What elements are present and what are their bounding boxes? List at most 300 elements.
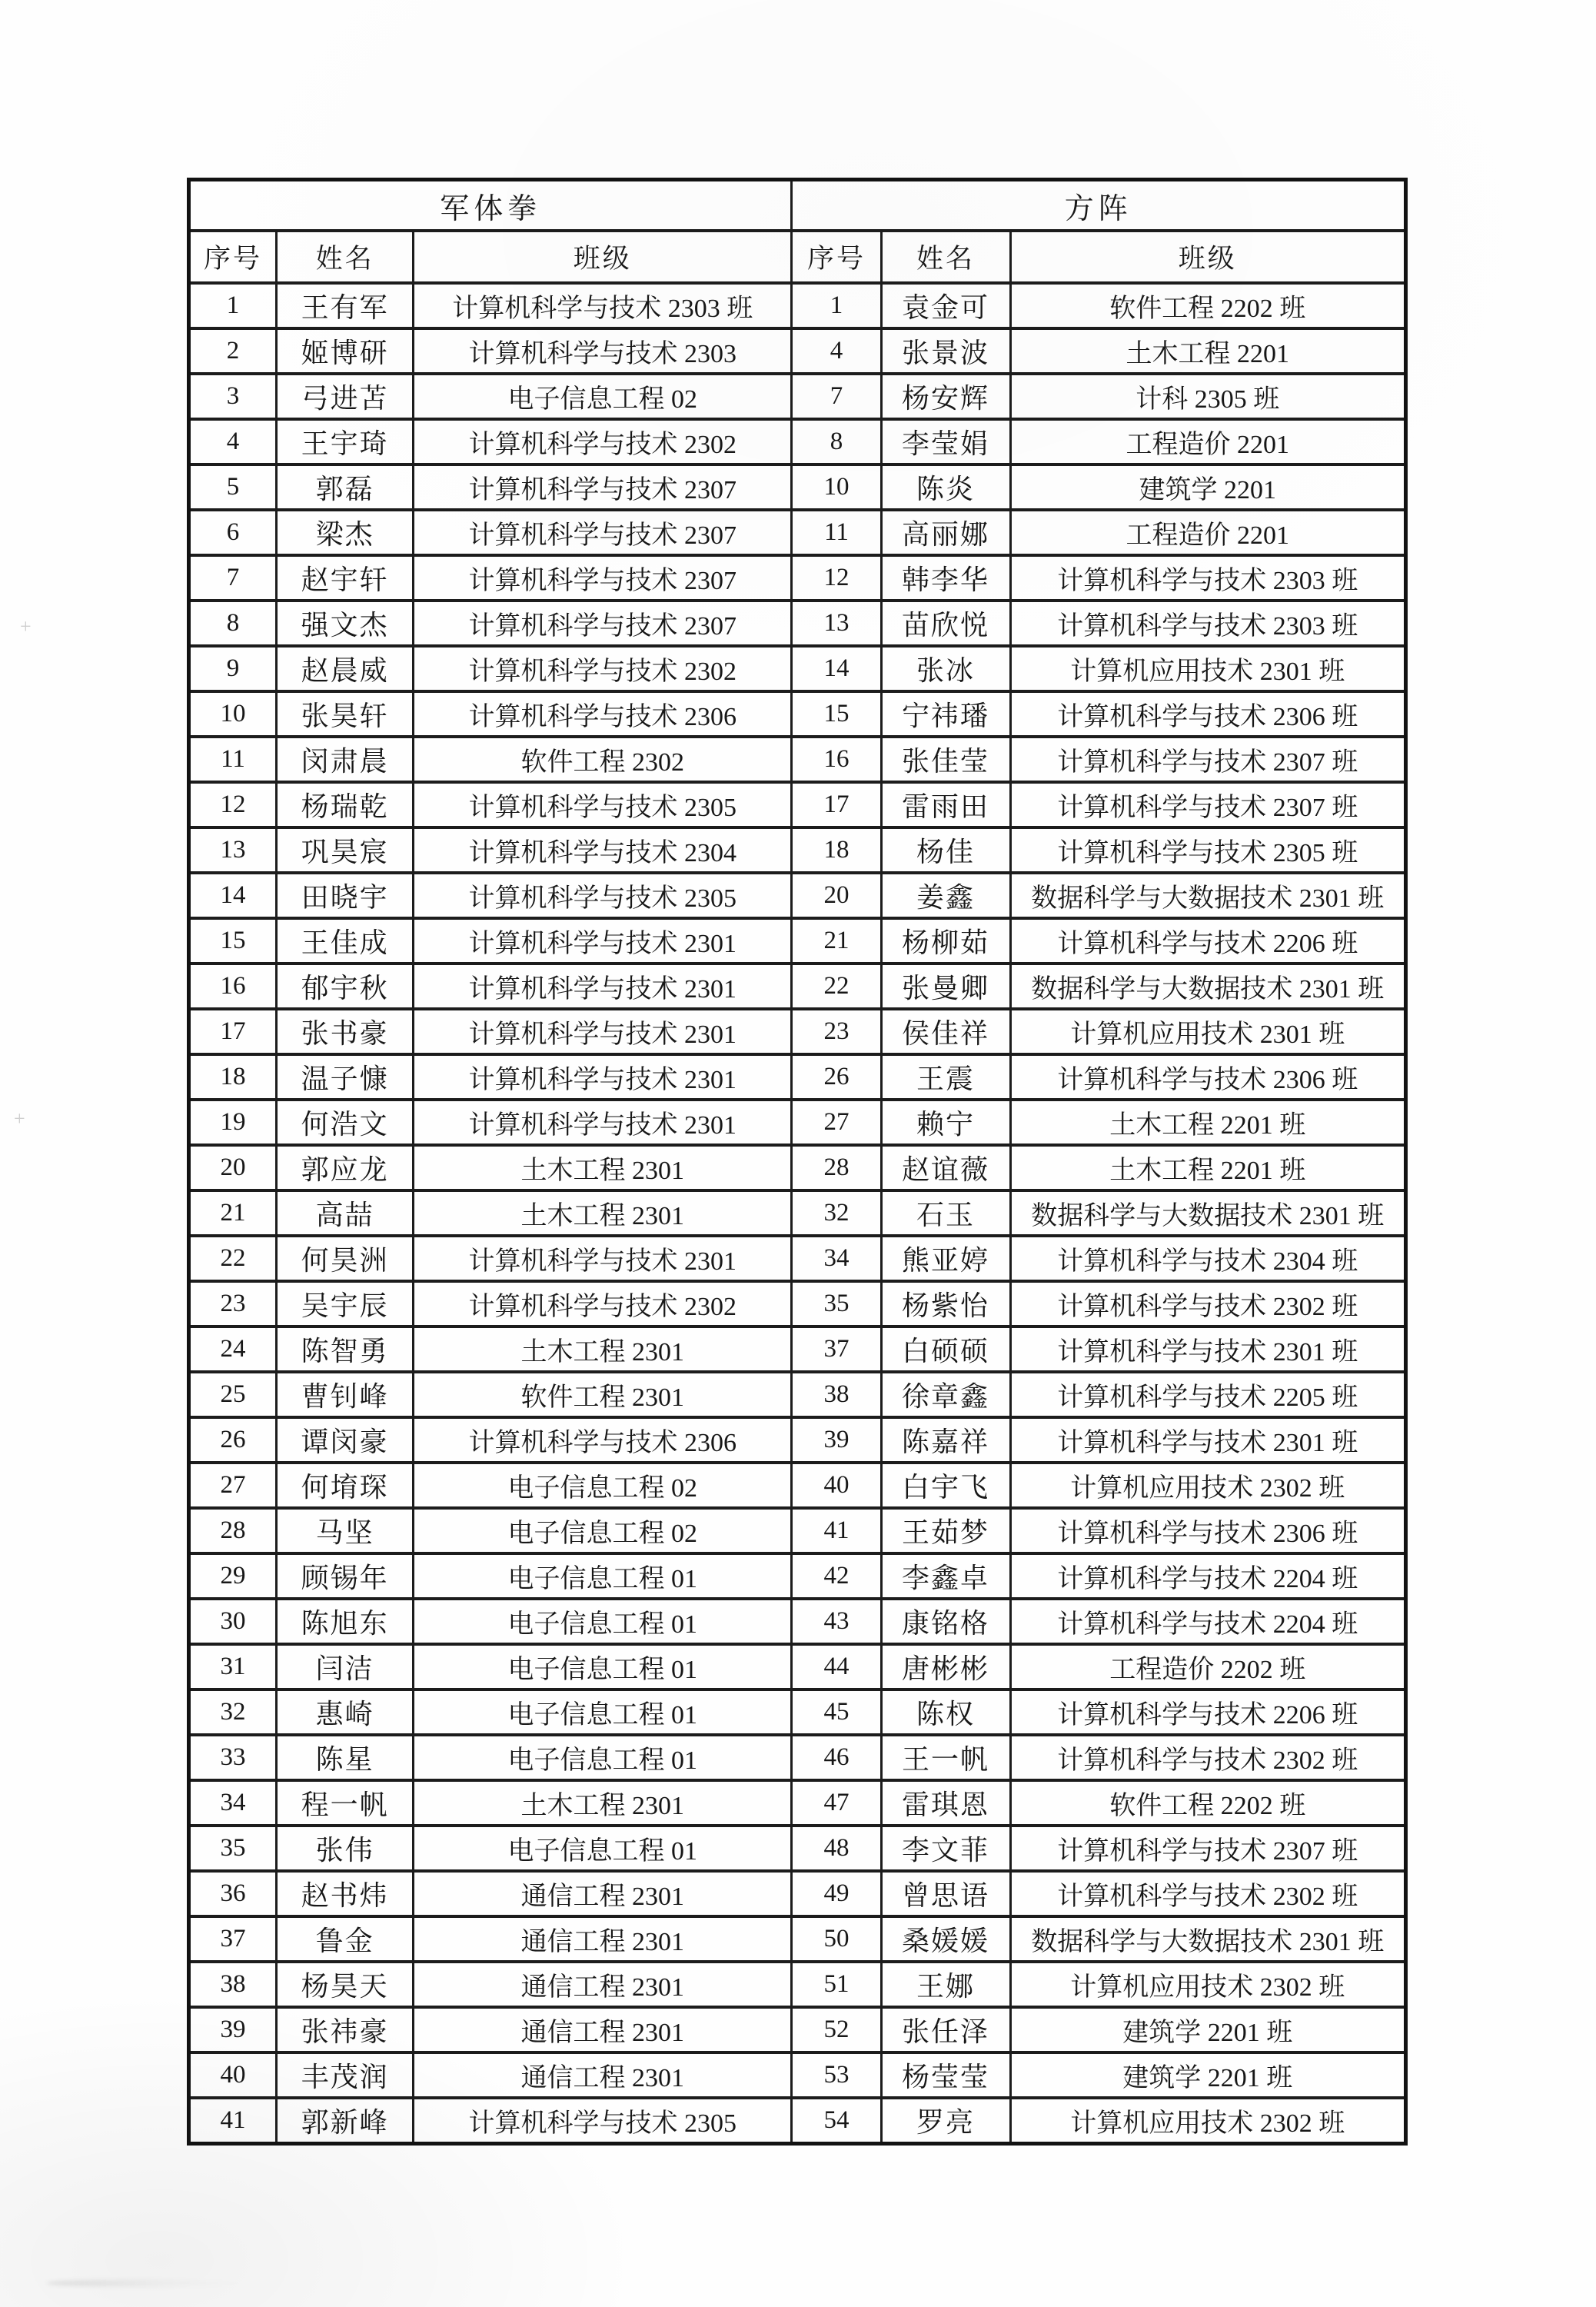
column-header: 序号 (189, 231, 277, 283)
cell-no: 50 (792, 1916, 881, 1962)
cell-name: 陈权 (881, 1689, 1010, 1735)
cell-no: 26 (189, 1417, 277, 1463)
cell-name: 徐章鑫 (881, 1372, 1010, 1417)
cell-no: 8 (189, 601, 277, 646)
cell-no: 10 (792, 464, 881, 510)
table-row (189, 646, 1406, 691)
cell-name: 闵肃晨 (277, 737, 414, 782)
cell-no: 8 (792, 419, 881, 464)
cell-name: 王一帆 (881, 1735, 1010, 1780)
cell-no: 23 (792, 1009, 881, 1054)
cell-no: 18 (189, 1054, 277, 1100)
column-header-row (189, 231, 1406, 283)
cell-name: 苗欣悦 (881, 601, 1010, 646)
cell-name: 杨莹莹 (881, 2052, 1010, 2098)
cell-no: 41 (792, 1508, 881, 1553)
cell-cls: 土木工程 2301 (414, 1327, 792, 1372)
cell-cls: 通信工程 2301 (414, 1962, 792, 2007)
cell-no: 1 (792, 283, 881, 328)
cell-name: 陈星 (277, 1735, 414, 1780)
cell-cls: 计算机科学与技术 2303 班 (414, 283, 792, 328)
table-row (189, 1780, 1406, 1826)
cell-no: 35 (189, 1826, 277, 1871)
cell-name: 罗亮 (881, 2098, 1010, 2143)
cell-no: 35 (792, 1281, 881, 1327)
cell-cls: 计算机科学与技术 2204 班 (1010, 1599, 1405, 1644)
cell-no: 27 (189, 1463, 277, 1508)
cell-no: 51 (792, 1962, 881, 2007)
cell-name: 赵晨威 (277, 646, 414, 691)
cell-name: 石玉 (881, 1190, 1010, 1236)
cell-name: 杨紫怡 (881, 1281, 1010, 1327)
column-header: 姓名 (277, 231, 414, 283)
cell-cls: 计算机应用技术 2301 班 (1010, 1009, 1405, 1054)
cell-no: 28 (792, 1145, 881, 1190)
cell-name: 陈嘉祥 (881, 1417, 1010, 1463)
cell-cls: 计算机科学与技术 2302 (414, 419, 792, 464)
cell-no: 26 (792, 1054, 881, 1100)
cell-cls: 电子信息工程 01 (414, 1689, 792, 1735)
cell-no: 16 (792, 737, 881, 782)
cell-name: 巩昊宸 (277, 827, 414, 873)
cell-name: 郭磊 (277, 464, 414, 510)
cell-cls: 计算机科学与技术 2302 班 (1010, 1871, 1405, 1916)
cell-cls: 通信工程 2301 (414, 1871, 792, 1916)
cell-no: 10 (189, 691, 277, 737)
cell-cls: 计算机科学与技术 2206 班 (1010, 918, 1405, 964)
cell-no: 7 (792, 374, 881, 419)
cell-no: 41 (189, 2098, 277, 2143)
cell-name: 唐彬彬 (881, 1644, 1010, 1689)
cell-no: 20 (189, 1145, 277, 1190)
cell-name: 赵书炜 (277, 1871, 414, 1916)
table-row (189, 827, 1406, 873)
cell-no: 31 (189, 1644, 277, 1689)
cell-cls: 土木工程 2201 班 (1010, 1100, 1405, 1145)
cell-no: 32 (792, 1190, 881, 1236)
cell-no: 52 (792, 2007, 881, 2052)
cell-name: 鲁金 (277, 1916, 414, 1962)
cell-name: 姬博研 (277, 328, 414, 374)
cell-cls: 计算机科学与技术 2301 班 (1010, 1417, 1405, 1463)
cell-no: 37 (189, 1916, 277, 1962)
cell-name: 赵谊薇 (881, 1145, 1010, 1190)
table-row (189, 1735, 1406, 1780)
cell-cls: 电子信息工程 01 (414, 1735, 792, 1780)
cell-cls: 计算机科学与技术 2305 (414, 873, 792, 918)
cell-name: 张曼卿 (881, 964, 1010, 1009)
cell-cls: 计算机科学与技术 2305 班 (1010, 827, 1405, 873)
cell-name: 梁杰 (277, 510, 414, 555)
cell-name: 张祎豪 (277, 2007, 414, 2052)
cell-cls: 计算机科学与技术 2307 (414, 464, 792, 510)
cell-no: 4 (189, 419, 277, 464)
cell-no: 23 (189, 1281, 277, 1327)
cell-cls: 计算机科学与技术 2307 (414, 555, 792, 601)
cell-name: 宁祎璠 (881, 691, 1010, 737)
cell-cls: 建筑学 2201 (1010, 464, 1405, 510)
left-table-title: 军体拳 (189, 180, 792, 231)
cell-name: 何堉琛 (277, 1463, 414, 1508)
cell-no: 17 (189, 1009, 277, 1054)
cell-name: 杨昊天 (277, 1962, 414, 2007)
cell-cls: 电子信息工程 01 (414, 1553, 792, 1599)
cell-name: 王有军 (277, 283, 414, 328)
cell-name: 杨柳茹 (881, 918, 1010, 964)
cell-cls: 数据科学与大数据技术 2301 班 (1010, 873, 1405, 918)
cell-no: 12 (792, 555, 881, 601)
table-row (189, 737, 1406, 782)
scan-smudge (46, 2279, 246, 2287)
cell-cls: 计算机科学与技术 2303 班 (1010, 555, 1405, 601)
cell-no: 34 (189, 1780, 277, 1826)
cell-name: 张昊轩 (277, 691, 414, 737)
cell-no: 39 (189, 2007, 277, 2052)
cell-cls: 计算机科学与技术 2303 (414, 328, 792, 374)
cell-cls: 工程造价 2202 班 (1010, 1644, 1405, 1689)
cell-no: 38 (792, 1372, 881, 1417)
cell-cls: 工程造价 2201 (1010, 510, 1405, 555)
cell-no: 1 (189, 283, 277, 328)
cell-no: 49 (792, 1871, 881, 1916)
table-row (189, 1463, 1406, 1508)
cell-no: 14 (189, 873, 277, 918)
cell-name: 郭应龙 (277, 1145, 414, 1190)
cell-name: 吴宇辰 (277, 1281, 414, 1327)
cell-no: 12 (189, 782, 277, 827)
table-row (189, 2052, 1406, 2098)
cell-no: 40 (189, 2052, 277, 2098)
cell-name: 李鑫卓 (881, 1553, 1010, 1599)
cell-cls: 计算机科学与技术 2302 班 (1010, 1281, 1405, 1327)
cell-cls: 软件工程 2302 (414, 737, 792, 782)
table-row (189, 782, 1406, 827)
table-row (189, 1100, 1406, 1145)
cell-cls: 电子信息工程 02 (414, 374, 792, 419)
cell-name: 赵宇轩 (277, 555, 414, 601)
cell-name: 张景波 (881, 328, 1010, 374)
cell-name: 温子慷 (277, 1054, 414, 1100)
cell-name: 惠崎 (277, 1689, 414, 1735)
cell-name: 程一帆 (277, 1780, 414, 1826)
cell-name: 陈炎 (881, 464, 1010, 510)
scan-artifact: + (14, 1107, 25, 1130)
table-row (189, 2098, 1406, 2143)
cell-cls: 计算机科学与技术 2301 (414, 1054, 792, 1100)
cell-no: 15 (189, 918, 277, 964)
cell-cls: 计算机科学与技术 2302 (414, 1281, 792, 1327)
cell-cls: 建筑学 2201 班 (1010, 2007, 1405, 2052)
cell-no: 33 (189, 1735, 277, 1780)
cell-cls: 计算机科学与技术 2303 班 (1010, 601, 1405, 646)
cell-name: 王娜 (881, 1962, 1010, 2007)
cell-no: 21 (792, 918, 881, 964)
column-header: 班级 (414, 231, 792, 283)
cell-cls: 软件工程 2301 (414, 1372, 792, 1417)
cell-no: 30 (189, 1599, 277, 1644)
cell-cls: 电子信息工程 01 (414, 1644, 792, 1689)
cell-cls: 通信工程 2301 (414, 2052, 792, 2098)
cell-no: 36 (189, 1871, 277, 1916)
cell-cls: 工程造价 2201 (1010, 419, 1405, 464)
cell-name: 王宇琦 (277, 419, 414, 464)
cell-name: 熊亚婷 (881, 1236, 1010, 1281)
cell-name: 郭新峰 (277, 2098, 414, 2143)
table-row (189, 1508, 1406, 1553)
cell-name: 袁金可 (881, 283, 1010, 328)
cell-cls: 计算机科学与技术 2301 班 (1010, 1327, 1405, 1372)
group-header-row (189, 180, 1406, 231)
cell-name: 侯佳祥 (881, 1009, 1010, 1054)
cell-name: 何昊洲 (277, 1236, 414, 1281)
cell-no: 25 (189, 1372, 277, 1417)
cell-no: 9 (189, 646, 277, 691)
cell-no: 43 (792, 1599, 881, 1644)
cell-cls: 计算机应用技术 2302 班 (1010, 1463, 1405, 1508)
table-row (189, 1826, 1406, 1871)
table-row (189, 1145, 1406, 1190)
cell-no: 27 (792, 1100, 881, 1145)
cell-name: 马坚 (277, 1508, 414, 1553)
cell-cls: 土木工程 2301 (414, 1190, 792, 1236)
table-row (189, 419, 1406, 464)
cell-no: 17 (792, 782, 881, 827)
cell-name: 弓进苫 (277, 374, 414, 419)
cell-no: 2 (189, 328, 277, 374)
cell-cls: 计算机科学与技术 2306 班 (1010, 1508, 1405, 1553)
table-row (189, 1281, 1406, 1327)
cell-name: 张书豪 (277, 1009, 414, 1054)
cell-cls: 数据科学与大数据技术 2301 班 (1010, 1916, 1405, 1962)
cell-name: 雷雨田 (881, 782, 1010, 827)
cell-cls: 计算机应用技术 2302 班 (1010, 1962, 1405, 2007)
cell-cls: 计算机科学与技术 2301 (414, 1009, 792, 1054)
cell-name: 杨瑞乾 (277, 782, 414, 827)
cell-cls: 计算机科学与技术 2306 班 (1010, 691, 1405, 737)
cell-cls: 电子信息工程 01 (414, 1599, 792, 1644)
cell-cls: 计算机科学与技术 2301 (414, 964, 792, 1009)
cell-no: 44 (792, 1644, 881, 1689)
cell-name: 白硕硕 (881, 1327, 1010, 1372)
cell-cls: 计算机科学与技术 2205 班 (1010, 1372, 1405, 1417)
cell-cls: 通信工程 2301 (414, 1916, 792, 1962)
cell-no: 7 (189, 555, 277, 601)
table-row (189, 1009, 1406, 1054)
cell-no: 38 (189, 1962, 277, 2007)
cell-name: 李莹娟 (881, 419, 1010, 464)
cell-name: 曹钊峰 (277, 1372, 414, 1417)
table-row (189, 1327, 1406, 1372)
cell-no: 54 (792, 2098, 881, 2143)
cell-name: 韩李华 (881, 555, 1010, 601)
cell-name: 田晓宇 (277, 873, 414, 918)
cell-cls: 计算机科学与技术 2301 (414, 1100, 792, 1145)
cell-name: 杨安辉 (881, 374, 1010, 419)
cell-cls: 计算机科学与技术 2305 (414, 2098, 792, 2143)
cell-name: 高喆 (277, 1190, 414, 1236)
cell-cls: 计算机科学与技术 2307 (414, 510, 792, 555)
cell-no: 16 (189, 964, 277, 1009)
cell-name: 顾锡年 (277, 1553, 414, 1599)
cell-cls: 计算机科学与技术 2306 (414, 1417, 792, 1463)
table-row (189, 1054, 1406, 1100)
cell-no: 21 (189, 1190, 277, 1236)
cell-cls: 土木工程 2301 (414, 1780, 792, 1826)
cell-cls: 计算机科学与技术 2307 (414, 601, 792, 646)
table-row (189, 555, 1406, 601)
cell-cls: 软件工程 2202 班 (1010, 1780, 1405, 1826)
cell-no: 34 (792, 1236, 881, 1281)
column-header: 姓名 (881, 231, 1010, 283)
cell-name: 郁宇秋 (277, 964, 414, 1009)
table-row (189, 1236, 1406, 1281)
cell-no: 13 (189, 827, 277, 873)
cell-no: 53 (792, 2052, 881, 2098)
cell-no: 46 (792, 1735, 881, 1780)
cell-name: 闫洁 (277, 1644, 414, 1689)
cell-cls: 计科 2305 班 (1010, 374, 1405, 419)
cell-no: 24 (189, 1327, 277, 1372)
cell-name: 赖宁 (881, 1100, 1010, 1145)
cell-name: 康铭格 (881, 1599, 1010, 1644)
table-row (189, 964, 1406, 1009)
right-table-title: 方阵 (792, 180, 1406, 231)
cell-cls: 电子信息工程 01 (414, 1826, 792, 1871)
roster-table (187, 178, 1408, 2146)
table-row (189, 1916, 1406, 1962)
cell-cls: 计算机应用技术 2301 班 (1010, 646, 1405, 691)
cell-cls: 计算机科学与技术 2301 (414, 918, 792, 964)
cell-no: 48 (792, 1826, 881, 1871)
cell-no: 47 (792, 1780, 881, 1826)
cell-name: 张佳莹 (881, 737, 1010, 782)
table-row (189, 283, 1406, 328)
cell-cls: 建筑学 2201 班 (1010, 2052, 1405, 2098)
table-row (189, 1372, 1406, 1417)
cell-cls: 计算机科学与技术 2307 班 (1010, 737, 1405, 782)
table-row (189, 464, 1406, 510)
cell-name: 白宇飞 (881, 1463, 1010, 1508)
table-row (189, 691, 1406, 737)
cell-cls: 计算机科学与技术 2304 班 (1010, 1236, 1405, 1281)
cell-cls: 计算机科学与技术 2204 班 (1010, 1553, 1405, 1599)
cell-name: 张冰 (881, 646, 1010, 691)
cell-cls: 计算机科学与技术 2306 (414, 691, 792, 737)
cell-name: 谭闵豪 (277, 1417, 414, 1463)
cell-no: 11 (189, 737, 277, 782)
cell-name: 张伟 (277, 1826, 414, 1871)
cell-no: 42 (792, 1553, 881, 1599)
cell-cls: 计算机科学与技术 2306 班 (1010, 1054, 1405, 1100)
cell-no: 13 (792, 601, 881, 646)
scan-artifact: + (20, 615, 32, 638)
table-row (189, 873, 1406, 918)
cell-name: 姜鑫 (881, 873, 1010, 918)
cell-cls: 电子信息工程 02 (414, 1508, 792, 1553)
cell-cls: 计算机科学与技术 2206 班 (1010, 1689, 1405, 1735)
cell-name: 李文菲 (881, 1826, 1010, 1871)
cell-no: 4 (792, 328, 881, 374)
table-row (189, 1962, 1406, 2007)
cell-cls: 土木工程 2301 (414, 1145, 792, 1190)
cell-cls: 软件工程 2202 班 (1010, 283, 1405, 328)
cell-cls: 计算机科学与技术 2307 班 (1010, 782, 1405, 827)
table-row (189, 2007, 1406, 2052)
cell-cls: 计算机科学与技术 2301 (414, 1236, 792, 1281)
cell-no: 22 (792, 964, 881, 1009)
cell-name: 杨佳 (881, 827, 1010, 873)
cell-cls: 计算机应用技术 2302 班 (1010, 2098, 1405, 2143)
cell-no: 39 (792, 1417, 881, 1463)
cell-cls: 计算机科学与技术 2307 班 (1010, 1826, 1405, 1871)
cell-no: 40 (792, 1463, 881, 1508)
table-row (189, 1689, 1406, 1735)
column-header: 班级 (1010, 231, 1405, 283)
cell-cls: 数据科学与大数据技术 2301 班 (1010, 1190, 1405, 1236)
table-row (189, 601, 1406, 646)
cell-no: 5 (189, 464, 277, 510)
cell-no: 19 (189, 1100, 277, 1145)
cell-no: 3 (189, 374, 277, 419)
table-row (189, 1599, 1406, 1644)
cell-cls: 电子信息工程 02 (414, 1463, 792, 1508)
cell-cls: 计算机科学与技术 2302 (414, 646, 792, 691)
table-row (189, 328, 1406, 374)
cell-cls: 土木工程 2201 (1010, 328, 1405, 374)
cell-name: 王震 (881, 1054, 1010, 1100)
cell-name: 陈旭东 (277, 1599, 414, 1644)
cell-name: 高丽娜 (881, 510, 1010, 555)
cell-name: 丰茂润 (277, 2052, 414, 2098)
cell-name: 张任泽 (881, 2007, 1010, 2052)
table-row (189, 1417, 1406, 1463)
cell-cls: 通信工程 2301 (414, 2007, 792, 2052)
cell-no: 20 (792, 873, 881, 918)
cell-name: 雷琪恩 (881, 1780, 1010, 1826)
cell-cls: 数据科学与大数据技术 2301 班 (1010, 964, 1405, 1009)
cell-name: 曾思语 (881, 1871, 1010, 1916)
cell-no: 29 (189, 1553, 277, 1599)
cell-no: 14 (792, 646, 881, 691)
cell-cls: 计算机科学与技术 2304 (414, 827, 792, 873)
cell-cls: 计算机科学与技术 2302 班 (1010, 1735, 1405, 1780)
cell-no: 28 (189, 1508, 277, 1553)
table-row (189, 1553, 1406, 1599)
table-row (189, 918, 1406, 964)
cell-no: 22 (189, 1236, 277, 1281)
cell-no: 37 (792, 1327, 881, 1372)
cell-name: 桑媛媛 (881, 1916, 1010, 1962)
cell-cls: 计算机科学与技术 2305 (414, 782, 792, 827)
cell-no: 18 (792, 827, 881, 873)
cell-name: 陈智勇 (277, 1327, 414, 1372)
cell-name: 何浩文 (277, 1100, 414, 1145)
cell-name: 王茹梦 (881, 1508, 1010, 1553)
table-row (189, 1190, 1406, 1236)
table-row (189, 1644, 1406, 1689)
cell-name: 强文杰 (277, 601, 414, 646)
cell-no: 6 (189, 510, 277, 555)
table-row (189, 510, 1406, 555)
column-header: 序号 (792, 231, 881, 283)
table-row (189, 1871, 1406, 1916)
cell-no: 11 (792, 510, 881, 555)
cell-name: 王佳成 (277, 918, 414, 964)
cell-no: 32 (189, 1689, 277, 1735)
cell-no: 45 (792, 1689, 881, 1735)
cell-no: 15 (792, 691, 881, 737)
cell-cls: 土木工程 2201 班 (1010, 1145, 1405, 1190)
